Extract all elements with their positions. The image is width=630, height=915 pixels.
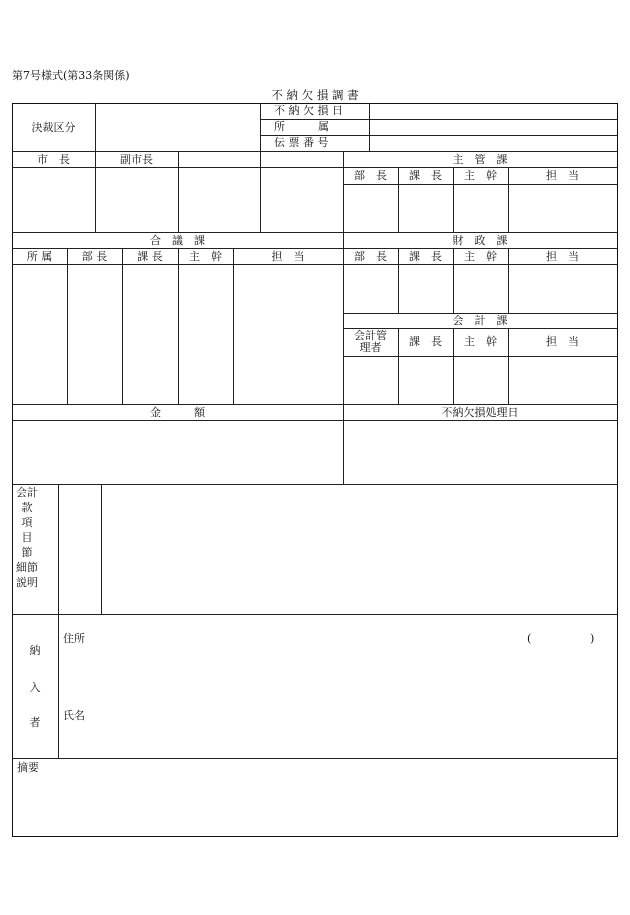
rule: [260, 151, 261, 232]
accounting-manager-label: 会計管 理者: [354, 329, 387, 354]
rule: [369, 103, 370, 151]
consult-chief-label: 主 幹: [189, 250, 222, 263]
subsection-label: 節: [21, 546, 33, 559]
department-label: 所 属: [274, 120, 329, 133]
consult-section-chief-label: 課 長: [137, 250, 163, 263]
rule: [260, 103, 261, 151]
deputy-mayor-label: 副市長: [120, 153, 153, 166]
rule: [12, 404, 617, 405]
rule: [58, 614, 59, 758]
rule: [12, 420, 617, 421]
rule: [122, 248, 123, 404]
item-label: 款: [21, 501, 33, 514]
payer-label-char-1: 納: [29, 644, 41, 657]
finance-section-chief-label: 課 長: [409, 250, 442, 263]
rule: [343, 184, 617, 185]
rule: [12, 484, 617, 485]
address-label: 住所: [63, 632, 85, 645]
rule: [12, 614, 617, 615]
mayor-label: 市 長: [37, 153, 70, 166]
consultation-division-label: 合 議 課: [150, 234, 205, 247]
loss-date-label: 不 納 欠 損 日: [274, 104, 343, 117]
finance-staff-label: 担 当: [546, 250, 579, 263]
consult-affiliation-label: 所 属: [26, 250, 53, 263]
rule: [67, 248, 68, 404]
finance-director-label: 部 長: [354, 250, 387, 263]
form-border: [12, 103, 618, 837]
rule: [12, 264, 617, 265]
payer-label-char-3: 者: [29, 716, 41, 729]
accounting-classification-labels: [12, 487, 58, 592]
consult-director-label: 部 長: [81, 250, 108, 263]
summary-label: 摘要: [17, 761, 39, 774]
accounting-section-chief-label: 課 長: [409, 335, 442, 348]
form-number: 第7号様式(第33条関係): [12, 69, 130, 82]
detail-label: 細節: [16, 561, 38, 574]
document-title: 不 納 欠 損 調 書: [271, 88, 359, 102]
main-chief-label: 主 幹: [464, 169, 497, 182]
address-paren-close: ): [590, 632, 595, 645]
rule: [101, 484, 102, 614]
name-label: 氏名: [63, 709, 85, 722]
main-division-label: 主 管 課: [452, 153, 508, 166]
rule: [233, 248, 234, 404]
accounting-chief-label: 主 幹: [464, 335, 497, 348]
rule: [12, 248, 617, 249]
rule: [95, 103, 96, 151]
accounting-staff-label: 担 当: [546, 335, 579, 348]
main-staff-label: 担 当: [546, 169, 579, 182]
rule: [343, 356, 617, 357]
payer-label-char-2: 入: [29, 681, 41, 694]
amount-label: 金 額: [150, 406, 205, 419]
category-label: 目: [21, 531, 33, 544]
rule: [178, 248, 179, 404]
address-paren-open: (: [527, 632, 532, 645]
consult-staff-label: 担 当: [271, 250, 305, 263]
rule: [12, 758, 617, 759]
rule: [343, 420, 344, 484]
accounting-label: 会計: [16, 486, 38, 499]
section-label: 項: [21, 516, 33, 529]
rule: [178, 151, 179, 232]
accounting-division-label: 会 計 課: [452, 314, 508, 327]
rule: [12, 151, 617, 152]
rule: [12, 232, 617, 233]
rule: [58, 484, 59, 614]
decision-category-label: 決裁区分: [31, 121, 76, 134]
main-director-label: 部 長: [354, 169, 387, 182]
processing-date-label: 不納欠損処理日: [441, 406, 519, 419]
main-section-chief-label: 課 長: [409, 169, 442, 182]
slip-number-label: 伝 票 番 号: [274, 136, 329, 149]
finance-chief-label: 主 幹: [464, 250, 497, 263]
description-label: 説明: [16, 576, 38, 589]
rule: [12, 167, 617, 168]
finance-division-label: 財 政 課: [452, 234, 508, 247]
